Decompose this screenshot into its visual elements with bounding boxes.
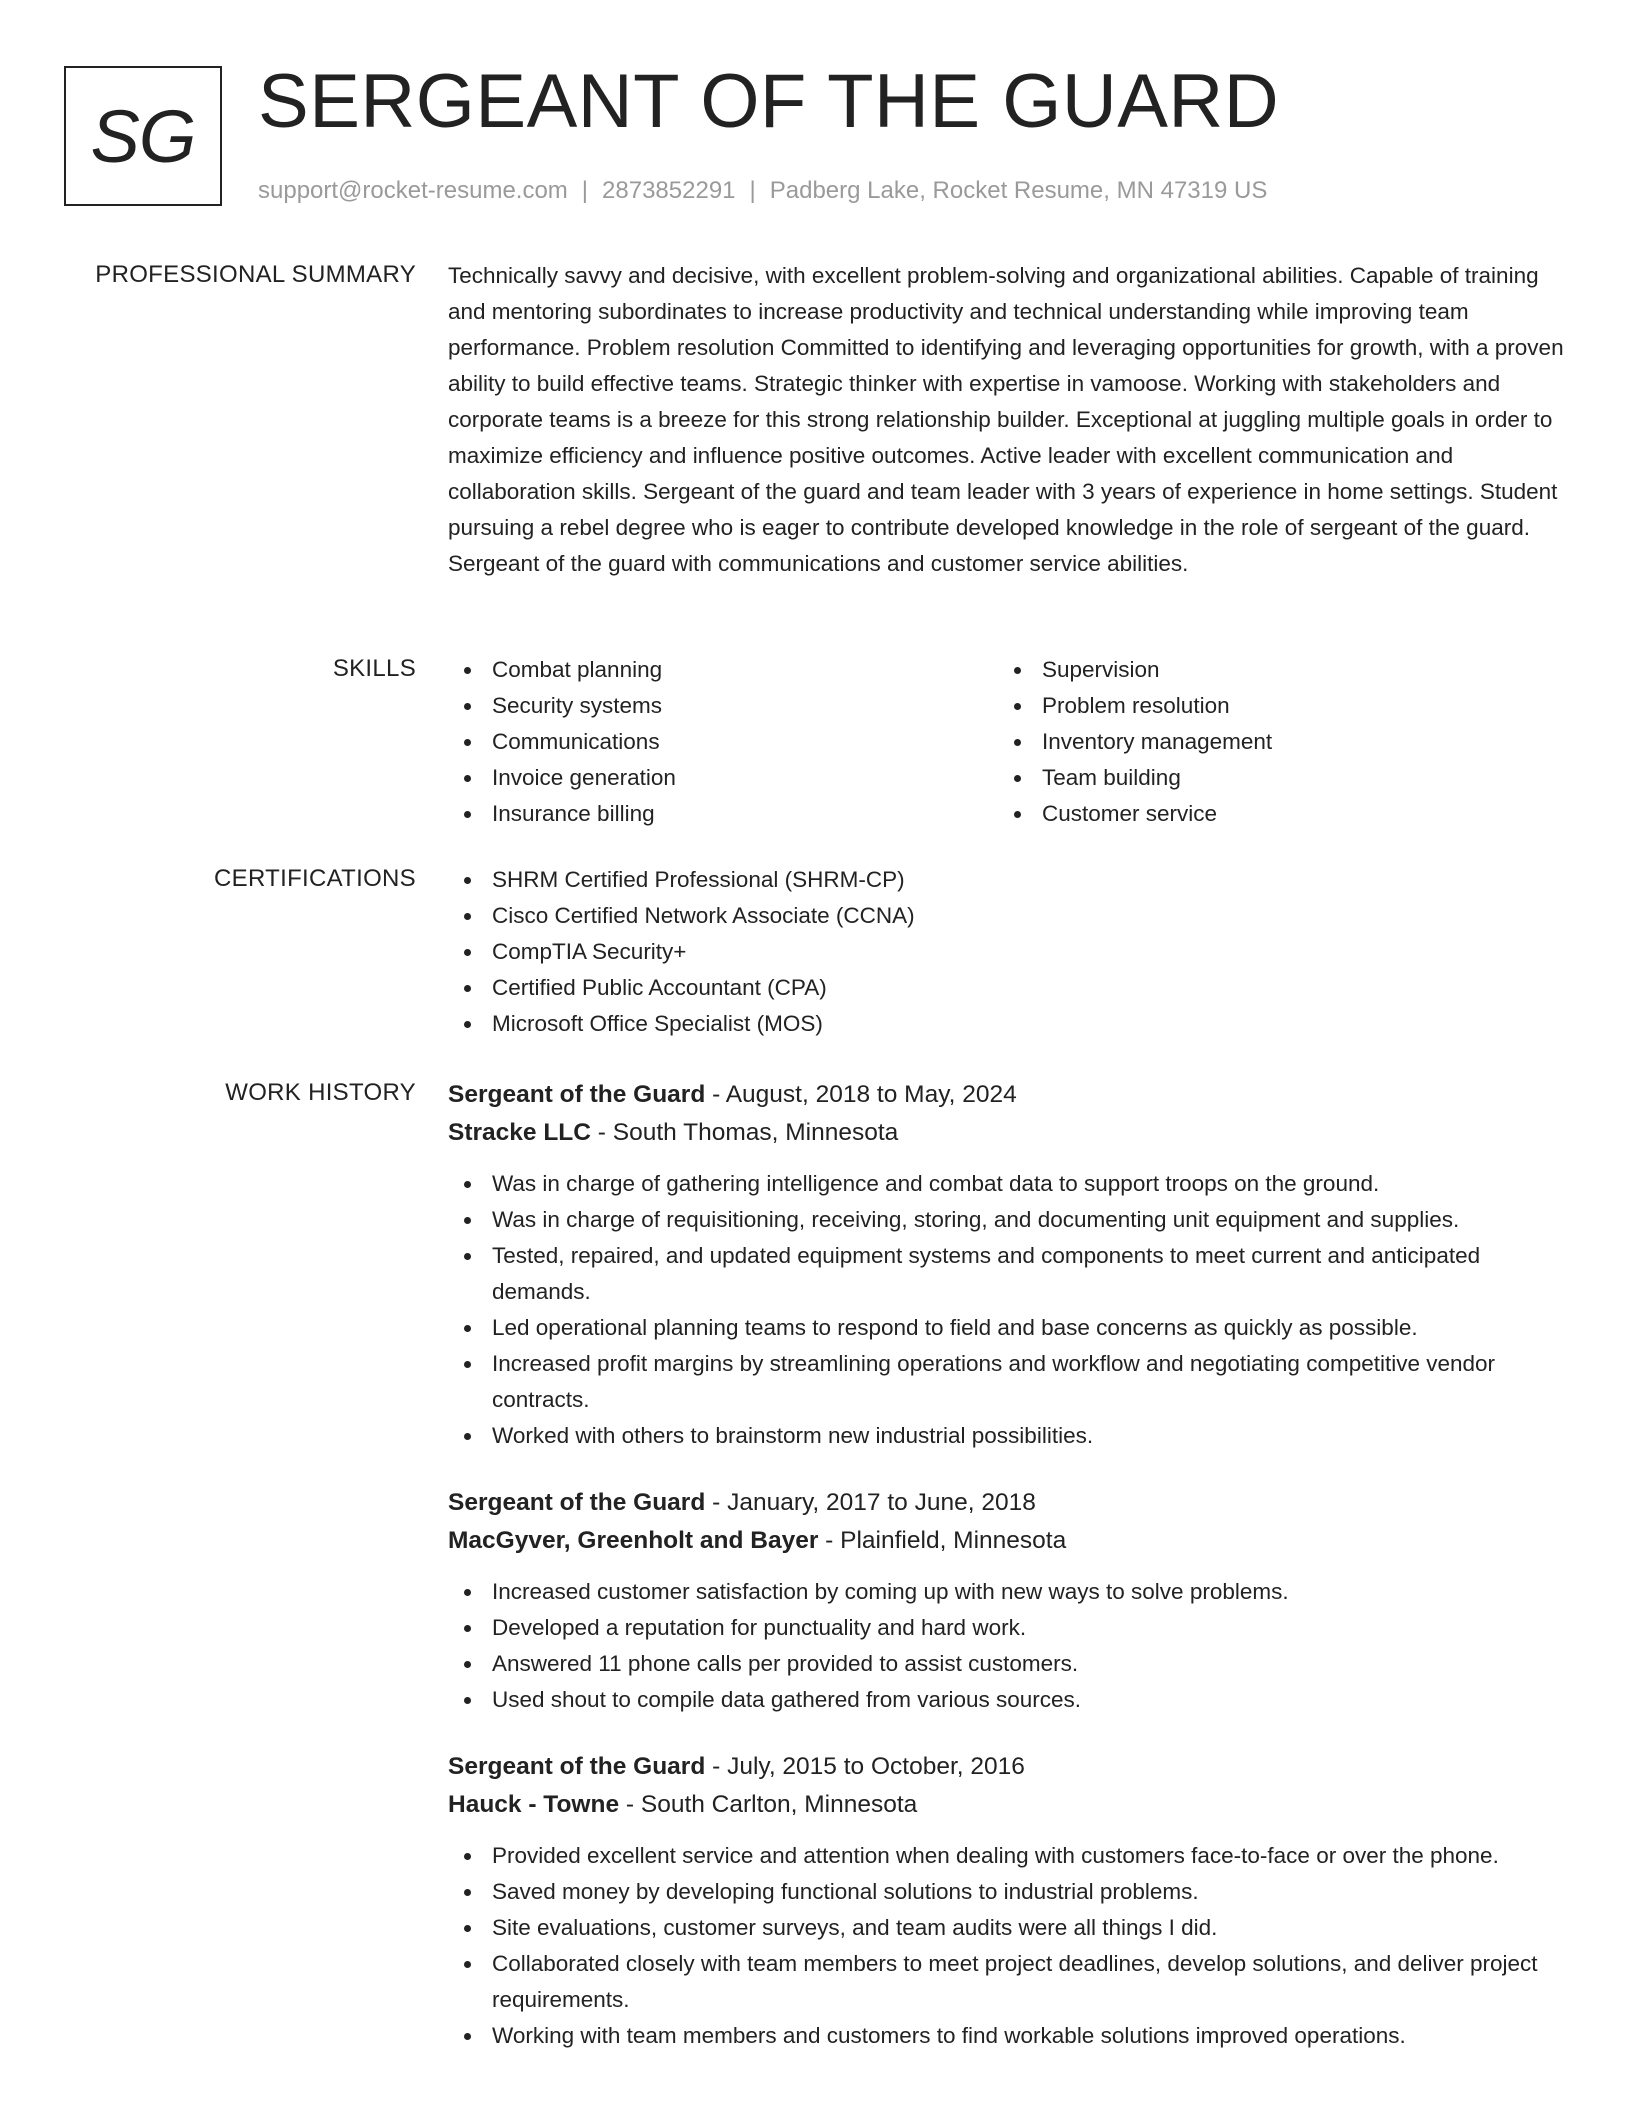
job-location: - Plainfield, Minnesota — [818, 1527, 1067, 1554]
job-duty: Led operational planning teams to respond to field and base concerns as quickly as possible. — [448, 1310, 1568, 1346]
job-duty: Answered 11 phone calls per provided to assist customers. — [448, 1646, 1568, 1682]
job-duty: Provided excellent service and attention when dealing with customers face-to-face or over the phone. — [448, 1838, 1568, 1874]
job-dates: - August, 2018 to May, 2024 — [705, 1081, 1017, 1108]
job-duty: Worked with others to brainstorm new industrial possibilities. — [448, 1418, 1568, 1454]
skill-item: Communications — [448, 724, 998, 760]
skill-item: Supervision — [998, 652, 1548, 688]
job-role-line — [448, 1484, 1568, 1522]
work-history-body — [448, 1076, 1568, 2084]
job-duty: Site evaluations, customer surveys, and team audits were all things I did. — [448, 1910, 1568, 1946]
certification-item: Microsoft Office Specialist (MOS) — [448, 1006, 1568, 1042]
skills-columns — [448, 652, 1568, 832]
job-duty: Was in charge of requisitioning, receiving, storing, and documenting unit equipment and supplies. — [448, 1202, 1568, 1238]
job-entry — [448, 1076, 1568, 1454]
resume-name: SERGEANT OF THE GUARD — [258, 59, 1280, 144]
job-duty: Saved money by developing functional solutions to industrial problems. — [448, 1874, 1568, 1910]
job-company: Hauck - Towne — [448, 1791, 620, 1818]
skill-item: Inventory management — [998, 724, 1548, 760]
job-entry — [448, 1484, 1568, 1718]
job-duty: Increased profit margins by streamlining operations and workflow and negotiating competitive vendor contracts. — [448, 1346, 1568, 1418]
job-duties-list — [448, 1166, 1568, 1454]
certification-item: SHRM Certified Professional (SHRM-CP) — [448, 862, 1568, 898]
job-duty: Tested, repaired, and updated equipment systems and components to meet current and anticipated demands. — [448, 1238, 1568, 1310]
job-role-line — [448, 1748, 1568, 1786]
certifications-list — [448, 862, 1568, 1042]
job-duty: Was in charge of gathering intelligence and combat data to support troops on the ground. — [448, 1166, 1568, 1202]
skill-item: Customer service — [998, 796, 1548, 832]
summary-title: PROFESSIONAL SUMMARY — [95, 261, 416, 288]
certifications-body — [448, 862, 1568, 1042]
job-role-line — [448, 1076, 1568, 1114]
job-dates: - July, 2015 to October, 2016 — [705, 1753, 1025, 1780]
job-company-line — [448, 1114, 1568, 1152]
job-role: Sergeant of the Guard — [448, 1753, 706, 1780]
work-history-title: WORK HISTORY — [225, 1079, 416, 1106]
job-duty: Used shout to compile data gathered from various sources. — [448, 1682, 1568, 1718]
job-company: MacGyver, Greenholt and Bayer — [448, 1527, 819, 1554]
job-company: Stracke LLC — [448, 1119, 591, 1146]
skill-item: Insurance billing — [448, 796, 998, 832]
skill-item: Problem resolution — [998, 688, 1548, 724]
contact-line — [258, 176, 1267, 206]
job-company-line — [448, 1522, 1568, 1560]
skills-title: SKILLS — [332, 655, 416, 682]
skill-item: Combat planning — [448, 652, 998, 688]
skills-list-left — [448, 652, 998, 832]
skill-item: Team building — [998, 760, 1548, 796]
certifications-title: CERTIFICATIONS — [214, 865, 416, 892]
contact-phone: 2873852291 — [602, 177, 736, 204]
certification-item: Cisco Certified Network Associate (CCNA) — [448, 898, 1568, 934]
job-entry — [448, 1748, 1568, 2054]
contact-email: support@rocket-resume.com — [258, 177, 568, 204]
skill-item: Security systems — [448, 688, 998, 724]
job-dates: - January, 2017 to June, 2018 — [705, 1489, 1036, 1516]
job-duty: Working with team members and customers to find workable solutions improved operations. — [448, 2018, 1568, 2054]
job-duties-list — [448, 1574, 1568, 1718]
contact-separator: | — [581, 177, 589, 204]
job-role: Sergeant of the Guard — [448, 1489, 706, 1516]
contact-separator: | — [749, 177, 756, 204]
job-duty: Increased customer satisfaction by coming up with new ways to solve problems. — [448, 1574, 1568, 1610]
skill-item: Invoice generation — [448, 760, 998, 796]
certification-item: CompTIA Security+ — [448, 934, 1568, 970]
job-duties-list — [448, 1838, 1568, 2054]
skills-list-right — [998, 652, 1548, 832]
summary-text: Technically savvy and decisive, with excellent problem-solving and organizational abilities. Capable of training and mentoring subordinates to increase productivity and technical understanding while improving team performance. Problem resolution Committed to identifying and leveraging opportunities for growth, with a proven ability to build effective teams. Strategic thinker with expertise in vamoose. Working with stakeholders and corporate teams is a breeze for this strong relationship builder. Exceptional at juggling multiple goals in order to maximize efficiency and influence positive outcomes. Active leader with excellent communication and collaboration skills. Sergeant of the guard and team leader with 3 years of experience in home settings. Student pursuing a rebel degree who is eager to contribute developed knowledge in the role of sergeant of the guard. Sergeant of the guard with communications and customer service abilities. — [448, 263, 1564, 576]
job-duty: Developed a reputation for punctuality and hard work. — [448, 1610, 1568, 1646]
job-location: - South Thomas, Minnesota — [590, 1119, 899, 1146]
job-role: Sergeant of the Guard — [448, 1081, 706, 1108]
job-location: - South Carlton, Minnesota — [619, 1791, 918, 1818]
contact-address: Padberg Lake, Rocket Resume, MN 47319 US — [769, 177, 1268, 204]
certification-item: Certified Public Accountant (CPA) — [448, 970, 1568, 1006]
monogram-initials: SG — [64, 66, 222, 206]
job-company-line — [448, 1786, 1568, 1824]
job-duty: Collaborated closely with team members to meet project deadlines, develop solutions, and deliver project requirements. — [448, 1946, 1568, 2018]
